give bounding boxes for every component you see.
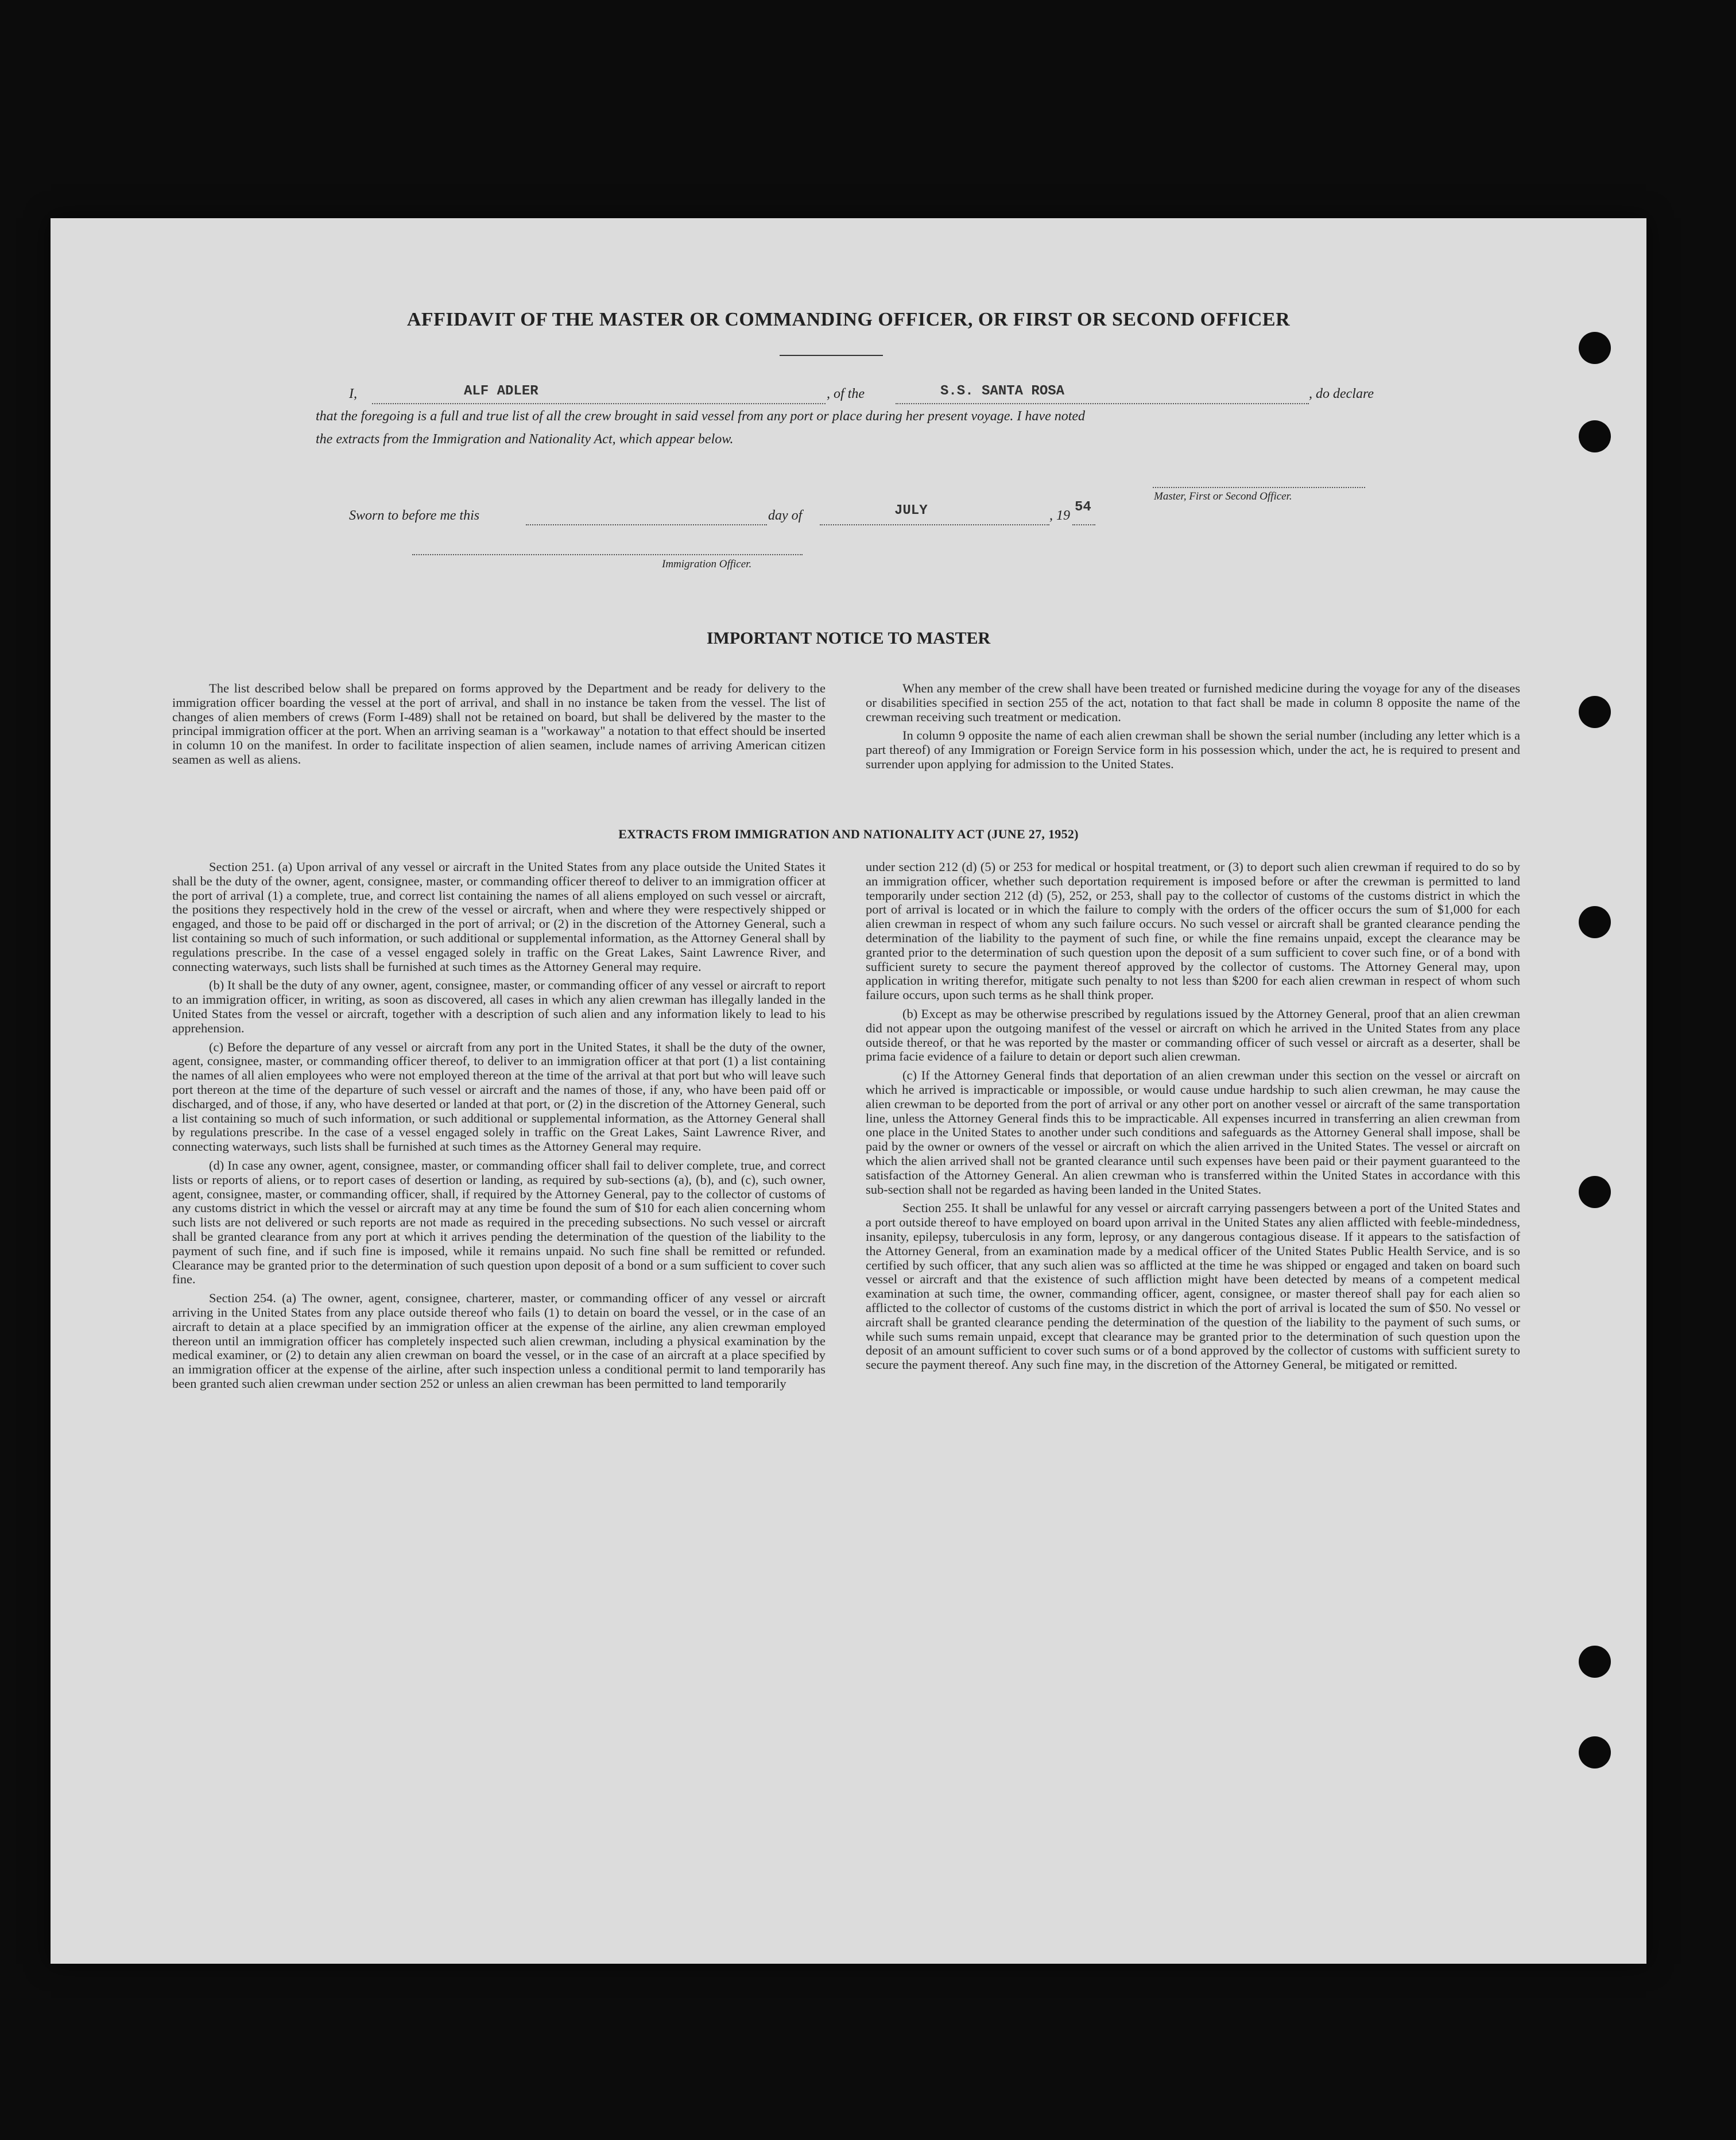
affidavit-title: AFFIDAVIT OF THE MASTER OR COMMANDING OFFICER, OR FIRST OR SECOND OFFICER: [406, 309, 1291, 330]
punch-hole: [1579, 696, 1611, 728]
signature-label: Master, First or Second Officer.: [1154, 490, 1292, 502]
extract-paragraph: (d) In case any owner, agent, consignee, master, or commanding officer shall fail to deliver complete, true, and correct lists or reports of aliens, or to report cases of desertion or landing, as required by sub-sections (a), (b), and (c), such owner, agent, consignee, master, or commanding officer, shall, if required by the Attorney General, pay to the collector of customs of any customs district in which the vessel or aircraft may at any time be found the sum of $10 for each alien concerning whom such lists are not delivered or such reports are not made as required in the preceding subsections. No such vessel or aircraft shall be granted clearance from any port at which it arrives pending the determination of the question of the liability to the payment of such fine, and if such fine is imposed, while it remains unpaid. No such fine shall be remitted or refunded. Clearance may be granted prior to the determination of such question upon deposit of a bond or a sum sufficient to cover such fine.: [172, 1158, 826, 1287]
signature-line: [1153, 487, 1365, 488]
do-declare-label: , do declare: [1309, 386, 1374, 401]
extract-paragraph: (c) Before the departure of any vessel or aircraft from any port in the United States, it shall be the duty of the owner, agent, consignee, master, or commanding officer thereof, to deliver to an immigration officer at that port (1) a list containing the names of all alien employees who were not employed thereon at the time of the arrival at that port but who will leave such port thereon at the time of the departure of such vessel or aircraft and the names of those, if any, who have been paid off or discharged, and of those, if any, who have deserted or landed at that port, or (2) in the discretion of the Attorney General, such a list containing so much of such information, or such additional or supplemental information, as the Attorney General shall by regulations prescribe. In the case of a vessel engaged solely in traffic on the Great Lakes, Saint Lawrence River, and connecting waterways, such lists shall be furnished at such times as the Attorney General may require.: [172, 1039, 826, 1154]
punch-hole: [1579, 1646, 1611, 1678]
punch-hole: [1579, 1736, 1611, 1769]
sworn-month: JULY: [894, 503, 928, 518]
vessel-name: S.S. SANTA ROSA: [940, 384, 1065, 399]
immigration-officer-label: Immigration Officer.: [662, 558, 752, 570]
punch-hole: [1579, 1176, 1611, 1208]
immigration-officer-line: [412, 554, 803, 555]
sworn-day-line: [526, 524, 767, 525]
extract-paragraph: Section 255. It shall be unlawful for any vessel or aircraft carrying passengers between a port of the United States and a port outside thereof to have employed on board upon arrival in the United States any alien afflicted with feeble-mindedness, insanity, epilepsy, tuberculosis in any form, leprosy, or any dangerous contagious disease. If it appears to the satisfaction of the Attorney General, from an examination made by a medical officer of the United States Public Health Service, and is so certified by such officer, that any such alien was so afflicted at the time he was shipped or engaged and taken on board such vessel or aircraft and that the existence of such affliction might have been detected by means of a competent medical examination at such time, the owner, commanding officer, agent, consignee, or master thereof shall pay for each alien so afflicted to the collector of customs of the customs district in which the port of arrival is located the sum of $50. No vessel or aircraft shall be granted clearance pending the determination of the question of the liability to the payment of such sums, or while such sums remain unpaid, except that clearance may be granted prior to the determination of such question upon the deposit of an amount sufficient to cover such sums or of a bond approved by the collector of customs with sufficient surety to secure the payment thereof. Any such fine may, in the discretion of the Attorney General, be mitigated or remitted.: [866, 1201, 1520, 1372]
extract-paragraph: (c) If the Attorney General finds that deportation of an alien crewman under this section on the vessel or aircraft on which he arrived is impracticable or impossible, or would cause undue hardship to such alien crewman, he may cause the alien crewman to be deported from the port of arrival or any other port on another vessel or aircraft of the same transportation line, unless the Attorney General finds this to be impracticable. All expenses incurred in transferring an alien crewman from one place in the United States to another under such conditions and safeguards as the Attorney General shall impose, shall be paid by the owner or owners of the vessel or aircraft on which the alien arrived in the United States. The vessel or aircraft on which the alien arrived shall not be granted clearance until such expenses have been paid or their payment guaranteed to the satisfaction of the Attorney General. An alien crewman who is transferred within the United States in accordance with this sub-section shall not be regarded as having been landed in the United States.: [866, 1068, 1520, 1197]
extracts-right-column: [866, 860, 1520, 1377]
notice-right-column: [866, 682, 1520, 776]
title-rule: [780, 355, 883, 356]
notice-left-paragraph: The list described below shall be prepared on forms approved by the Department and be ready for delivery to the immigration officer boarding the vessel at the port of arrival, and shall in no instance be taken from the vessel. The list of changes of alien members of crews (Form I-489) shall not be retained on board, but shall be delivered by the master to the principal immigration officer at the port. When an arriving seaman is a "workaway" a notation to that effect should be inserted in column 10 on the manifest. In order to facilitate inspection of alien seamen, include names of arriving American citizen seamen as well as aliens.: [172, 681, 826, 767]
master-name-line: [372, 403, 826, 404]
extract-paragraph: Section 251. (a) Upon arrival of any vessel or aircraft in the United States from any place outside the United States it shall be the duty of the owner, agent, consignee, master, or commanding officer thereof to deliver to an immigration officer at the port of arrival (1) a complete, true, and correct list containing the names of all aliens employed on such vessel or aircraft, the positions they respectively hold in the crew of the vessel or aircraft, when and where they were respectively shipped or engaged, and those to be paid off or discharged in the port of arrival; or (2) in the discretion of the Attorney General, such a list containing so much of such information, or such additional or supplemental information, as the Attorney General shall by regulations prescribe. In the case of a vessel engaged solely in traffic on the Great Lakes, Saint Lawrence River, and connecting waterways, such lists shall be furnished at such times as the Attorney General may require.: [172, 860, 826, 974]
notice-right-paragraph: When any member of the crew shall have been treated or furnished medicine during the voyage for any of the diseases or disabilities specified in section 255 of the act, notation to that fact shall be made in column 8 opposite the name of the crewman receiving such treatment or medication.: [866, 681, 1520, 724]
extract-paragraph: (b) Except as may be otherwise prescribed by regulations issued by the Attorney General, proof that an alien crewman did not appear upon the outgoing manifest of the vessel or aircraft on which he arrived in the United States from any place outside thereof, or that he was reported by the master or commanding officer of such vessel or aircraft as a deserter, shall be prima facie evidence of a failure to detain or deport such alien crewman.: [866, 1006, 1520, 1064]
extract-paragraph: Section 254. (a) The owner, agent, consignee, charterer, master, or commanding officer of any vessel or aircraft arriving in the United States from any place outside thereof who fails (1) to detain on board the vessel, or in the case of an aircraft to detain at a place specified by an immigration officer at the expense of the airline, any alien crewman employed thereon until an immigration officer has completely inspected such alien crewman, including a physical examination by the medical examiner, or (2) to detain any alien crewman on board the vessel, or in the case of an aircraft at a place specified by an immigration officer at the expense of the airline, after such inspection unless a conditional permit to land temporarily has been granted such alien crewman under section 252 or unless an alien crewman has been permitted to land temporarily: [172, 1291, 826, 1391]
extract-paragraph: (b) It shall be the duty of any owner, agent, consignee, master, or commanding officer of any vessel or aircraft to report to an immigration officer, in writing, as soon as discovered, all cases in which any alien crewman has illegally landed in the United States from the vessel or aircraft, together with a description of such alien and any information likely to lead to his apprehension.: [172, 978, 826, 1035]
extract-paragraph: under section 212 (d) (5) or 253 for medical or hospital treatment, or (3) to deport such alien crewman if required to do so by an immigration officer, whether such deportation requirement is imposed before or after the crewman is permitted to land temporarily under section 212 (d) (5), 252, or 253, shall pay to the collector of customs of the customs district in which the port of arrival is located or in which the failure to comply with the orders of the officer occurs the sum of $1,000 for each alien crewman in respect of whom any such failure occurs. No such vessel or aircraft shall be granted clearance pending the determination of the liability to the payment of such fine, or while the fine remains unpaid, except the clearance may be granted prior to the determination of such question upon the deposit of a sum sufficient to cover such fine, or of a bond with sufficient surety to secure the payment thereof approved by the collector of customs. The Attorney General may, upon application in writing therefor, mitigate such penalty to not less than $200 for each alien crewman in respect of whom such failure occurs, upon such terms as he shall think proper.: [866, 860, 1520, 1003]
of-the-label: , of the: [827, 386, 865, 401]
year-prefix: , 19: [1049, 508, 1070, 523]
notice-heading: IMPORTANT NOTICE TO MASTER: [706, 629, 991, 648]
sworn-prefix: Sworn to before me this: [349, 508, 480, 523]
vessel-name-line: [896, 403, 1309, 404]
punch-hole: [1579, 332, 1611, 364]
extracts-left-column: [172, 860, 826, 1396]
document-page: [51, 218, 1646, 1964]
extracts-heading: EXTRACTS FROM IMMIGRATION AND NATIONALITY ACT (JUNE 27, 1952): [618, 827, 1079, 841]
sworn-year-line: [1072, 524, 1095, 525]
declaration-prefix: I,: [349, 386, 357, 401]
punch-hole: [1579, 420, 1611, 452]
declaration-text-line2: that the foregoing is a full and true list of all the crew brought in said vessel from any port or place during her present voyage. I have noted: [316, 409, 1086, 424]
sworn-year: 54: [1075, 500, 1091, 515]
notice-left-column: [172, 682, 826, 772]
punch-hole: [1579, 906, 1611, 938]
day-of-label: day of: [768, 508, 803, 523]
master-name: ALF ADLER: [464, 384, 538, 399]
notice-right-paragraph: In column 9 opposite the name of each alien crewman shall be shown the serial number (including any letter which is a part thereof) of any Immigration or Foreign Service form in his possession which, under the act, he is required to present and surrender upon applying for admission to the United States.: [866, 728, 1520, 771]
sworn-month-line: [820, 524, 1049, 525]
declaration-text-line3: the extracts from the Immigration and Nationality Act, which appear below.: [316, 432, 734, 447]
